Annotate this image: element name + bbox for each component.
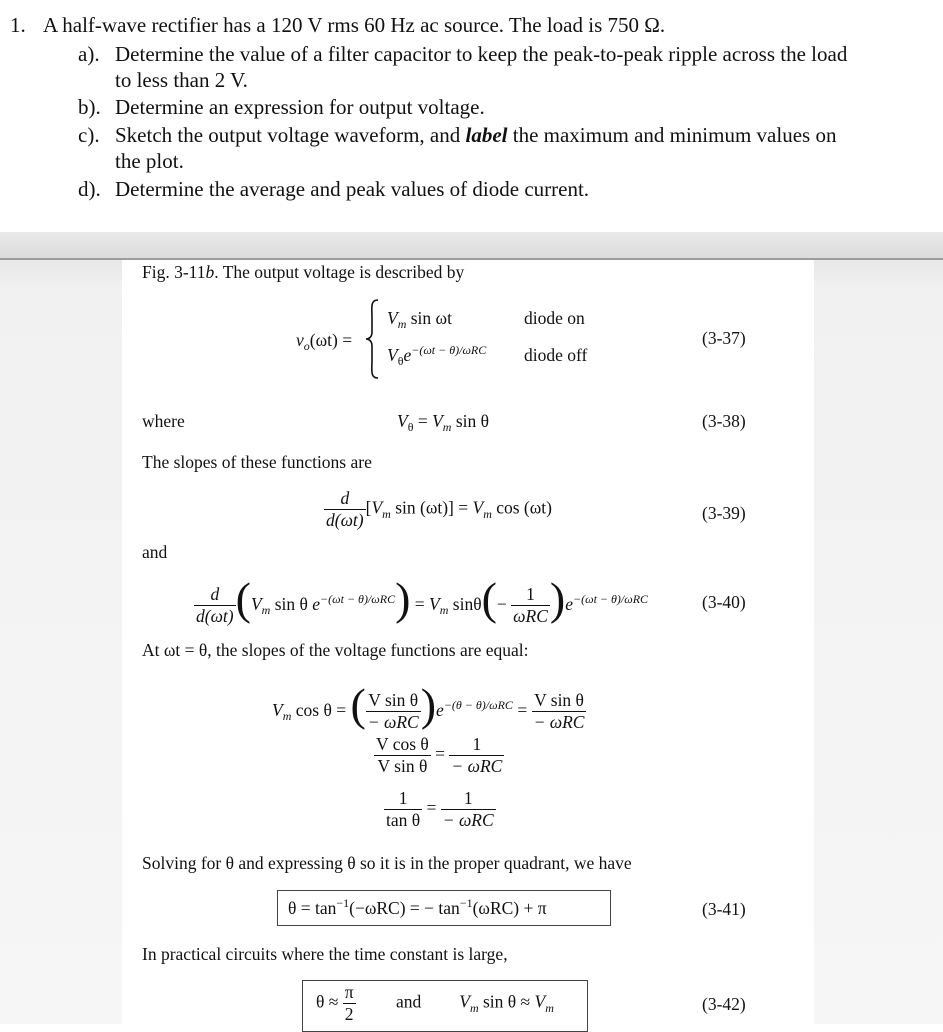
- slopes-text: The slopes of these functions are: [142, 452, 372, 472]
- part-a-letter: a).: [78, 42, 100, 66]
- textbook-page: [122, 260, 814, 1024]
- part-d-letter: d).: [78, 177, 101, 201]
- eq37-label-diode-off: diode off: [524, 345, 588, 365]
- part-c-label-emphasis: label: [465, 123, 508, 147]
- and-text: and: [142, 542, 168, 562]
- eq38-number: (3-38): [702, 411, 746, 431]
- eq40: $\frac{d}{d(\omega t)}$ ($V_m$ sin θ $e^{-(\omega t - \theta)/\omega RC}) = V_m$ sinθ(− $\frac{1}{\text{ωRC}}$ )$e^{-(\omega t - \theta)/\omega RC}$: [196, 573, 649, 627]
- eq42-number: (3-42): [702, 994, 746, 1014]
- separator-band: [0, 232, 943, 260]
- eq38: $V_\theta = V_m$ sin θ: [397, 411, 490, 434]
- where-text: where: [142, 411, 185, 431]
- eq41-number: (3-41): [702, 899, 746, 919]
- part-c-line-2: the plot.: [115, 149, 184, 173]
- eq37-brace: [364, 298, 382, 380]
- eq-equal-row1: $V_m$ cos θ = ( $\frac{\text{V sin θ}}{\text{− ωRC}}$ )$e^{-(\theta - \theta)/\omega RC}$ = $\frac{\text{V sin θ}}{\text{− ωRC}}$: [272, 679, 585, 733]
- eq39: $\frac{d}{d(\omega t)}$ [$V_m$ $\sin (\omega t)] = V_m$ cos (ωt): [326, 488, 552, 530]
- eq39-number: (3-39): [702, 503, 746, 523]
- part-b-letter: b).: [78, 95, 101, 119]
- eq37-label-diode-on: diode on: [524, 308, 585, 328]
- practical-text: In practical circuits where the time constant is large,: [142, 944, 508, 964]
- eq-equal-row2: $\frac{\text{V cos θ}}{\text{V sin θ}}$ = $\frac{1}{\text{− ωRC}}$: [376, 734, 503, 776]
- problem-stem: A half-wave rectifier has a 120 V rms 60 Hz ac source. The load is 750 Ω.: [43, 13, 666, 37]
- problem-statement: [0, 0, 943, 232]
- eq37-number: (3-37): [702, 328, 746, 348]
- part-b-line-1: Determine an expression for output voltage.: [115, 95, 485, 119]
- solving-text: Solving for θ and expressing θ so it is in the proper quadrant, we have: [142, 853, 632, 873]
- part-c-line-1: Sketch the output voltage waveform, and label the maximum and minimum values on: [115, 123, 837, 147]
- eq41: $\theta = \tan^{-1}(-\omega RC)$ = − $\tan^{-1}(\omega RC) + \pi$: [288, 896, 547, 918]
- part-a-line-2: to less than 2 V.: [115, 68, 248, 92]
- problem-number: 1.: [10, 13, 26, 37]
- eq42: θ ≈ $\frac{\pi}{2}$ and $V_m$ $\sin \theta \approx V_m$: [316, 982, 554, 1024]
- eq37-lhs: $v_o(\omega t)$ =: [296, 330, 353, 353]
- part-a-line-1: Determine the value of a filter capacitor to keep the peak-to-peak ripple across the load: [115, 42, 848, 66]
- intro-text: Fig. 3-11b. The output voltage is described by: [142, 262, 465, 282]
- part-d-line-1: Determine the average and peak values of diode current.: [115, 177, 590, 201]
- eq-equal-row3: $\frac{1}{\text{tan θ}}$ = $\frac{1}{\text{− ωRC}}$: [386, 788, 494, 830]
- eq37-case2: $V_\theta e^{-(\omega t - \theta)/\omega RC}$: [387, 343, 487, 368]
- eq40-number: (3-40): [702, 592, 746, 612]
- equal-slopes-text: At ωt = θ, the slopes of the voltage functions are equal:: [142, 640, 529, 660]
- eq37-case1: $V_m$ sin ωt: [387, 308, 452, 331]
- part-c-letter: c).: [78, 123, 100, 147]
